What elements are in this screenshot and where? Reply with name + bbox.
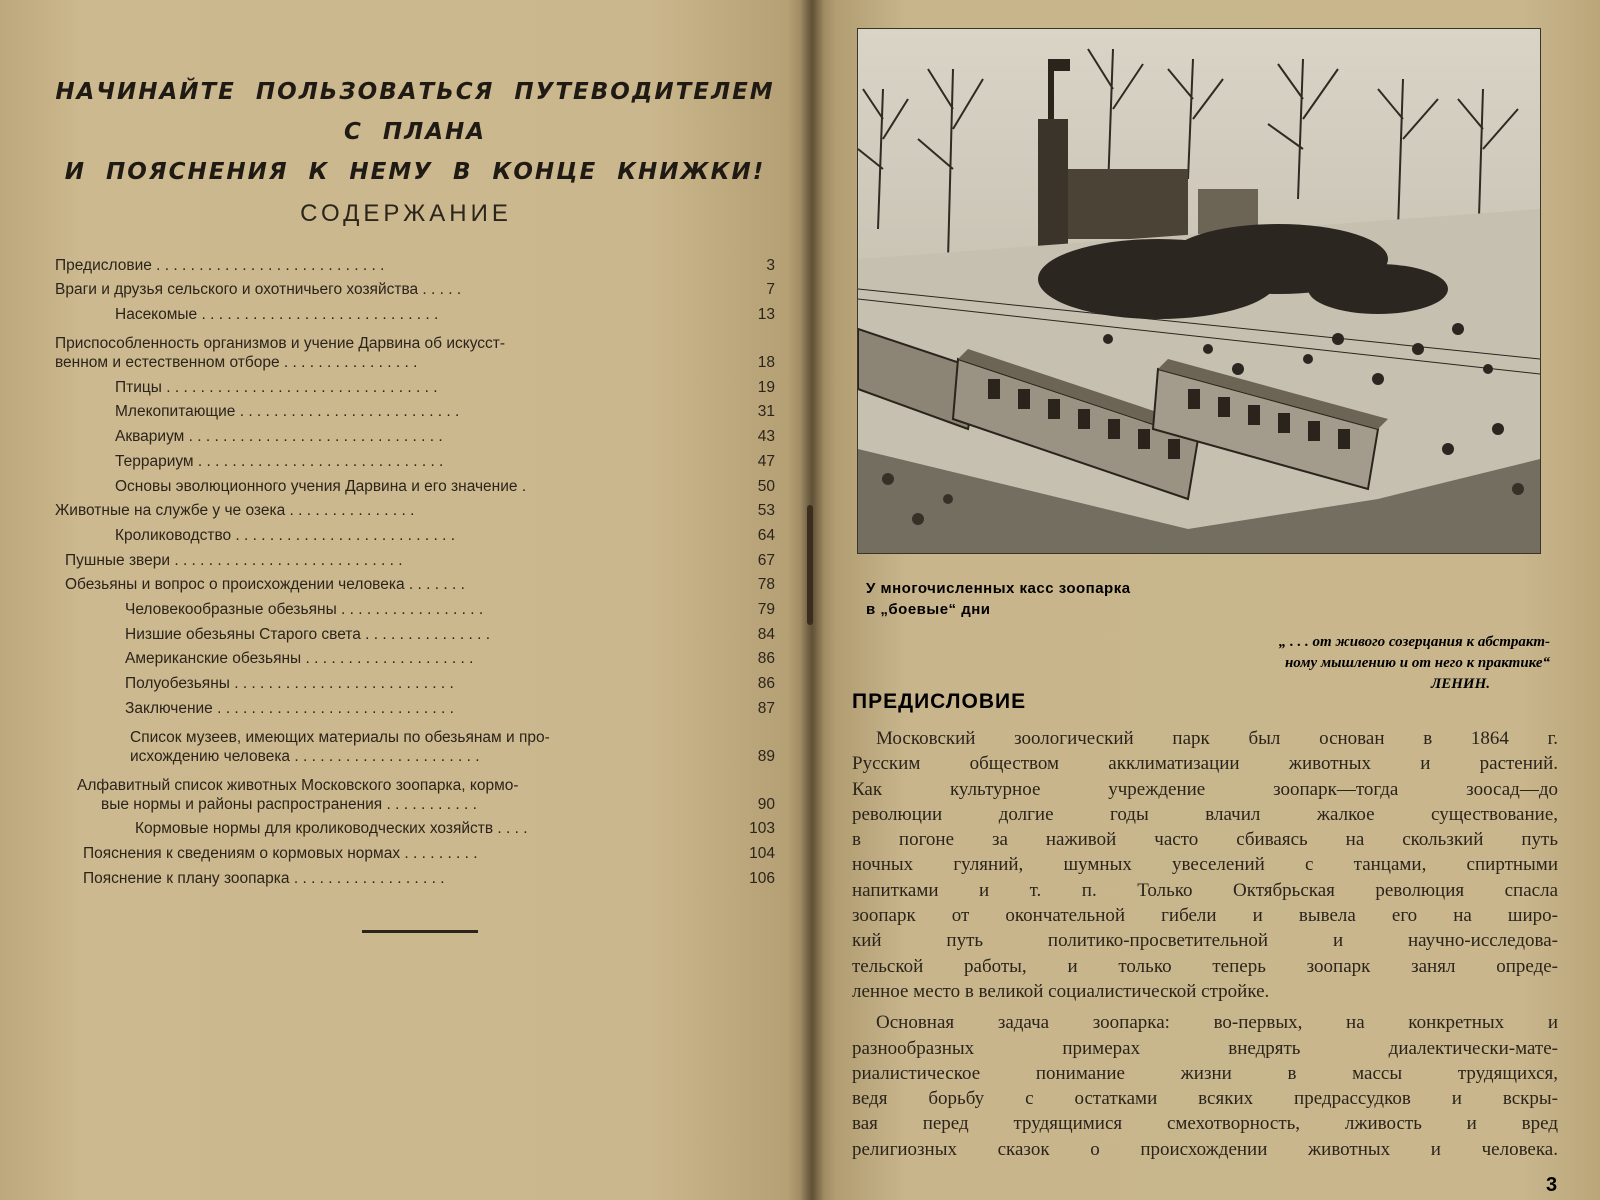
toc-entry[interactable]: Террариум . . . . . . . . . . . . . . . . . . . . . . . . . . . . . 47 — [115, 452, 775, 470]
toc-entry[interactable]: Аквариум . . . . . . . . . . . . . . . . . . . . . . . . . . . . . . 43 — [115, 428, 775, 446]
text-line: религиозных сказок о происхождении животных и человека. — [852, 1138, 1558, 1160]
lenin-epigraph — [1130, 632, 1550, 695]
epigraph-author: ЛЕНИН. — [1430, 676, 1490, 692]
photo-illustration — [858, 29, 1540, 553]
toc-entry[interactable]: Заключение . . . . . . . . . . . . . . . . . . . . . . . . . . . . 87 — [125, 699, 775, 717]
text-line: зоопарк от окончательной гибели и вывела его на широ- — [852, 905, 1558, 927]
text-line: ночных гуляний, шумных увеселений с танцами, спиртными — [852, 854, 1558, 876]
epigraph-line-1: „ . . . от живого созерцания к абстракт- — [1278, 634, 1550, 650]
toc-entry[interactable]: Американские обезьяны . . . . . . . . . . . . . . . . . . . . 86 — [125, 650, 775, 668]
text-line: ленное место в великой социалистической стройке. — [852, 980, 1270, 1002]
section-title: ПРЕДИСЛОВИЕ — [852, 690, 1027, 713]
table-of-contents — [55, 250, 775, 888]
page-number: 3 — [1546, 1174, 1558, 1196]
toc-entry[interactable]: Алфавитный список животных Московского зоопарка, кормо- вые нормы и районы распространения . . . . . . . . . . . 90 — [77, 776, 775, 813]
text-line: тельской работы, и только теперь зоопарк занял опреде- — [852, 955, 1558, 977]
text-line: напитками и т. п. Только Октябрьская революция спасла — [852, 879, 1558, 901]
text-line: Как культурное учреждение зоопарк—тогда зоосад—до — [852, 778, 1558, 800]
toc-entry[interactable]: Основы эволюционного учения Дарвина и его значение . 50 — [115, 477, 775, 495]
text-line: Московский зоологический парк был основан в 1864 г. — [876, 728, 1558, 749]
toc-entry[interactable]: Человекообразные обезьяны . . . . . . . . . . . . . . . . . 79 — [125, 600, 775, 618]
divider-rule — [362, 930, 478, 933]
guide-notice — [50, 72, 780, 192]
binding-thread — [807, 505, 813, 625]
toc-entry[interactable]: Пушные звери . . . . . . . . . . . . . . . . . . . . . . . . . . . 67 — [65, 551, 775, 569]
toc-entry[interactable]: Кролиководство . . . . . . . . . . . . . . . . . . . . . . . . . . 64 — [115, 526, 775, 544]
toc-entry[interactable]: Обезьяны и вопрос о происхождении человека . . . . . . . 78 — [65, 576, 775, 594]
text-line: в погоне за наживой часто сбиваясь на скользкий путь — [852, 829, 1558, 851]
text-line: Основная задача зоопарка: во-первых, на конкретных и — [876, 1012, 1558, 1034]
caption-line-2: в „боевые“ дни — [866, 601, 991, 618]
toc-heading: СОДЕРЖАНИЕ — [300, 200, 512, 227]
text-line: кий путь политико-просветительной и научно-исследова- — [852, 930, 1558, 952]
flag — [1054, 59, 1070, 71]
text-line: разнообразных примерах внедрять диалектически-мате- — [852, 1037, 1558, 1059]
toc-entry[interactable]: Насекомые . . . . . . . . . . . . . . . . . . . . . . . . . . . . 13 — [115, 306, 775, 324]
notice-line-1: НАЧИНАЙТЕ ПОЛЬЗОВАТЬСЯ ПУТЕВОДИТЕЛЕМ С ПЛАНА — [55, 79, 775, 145]
toc-entry[interactable]: Млекопитающие . . . . . . . . . . . . . . . . . . . . . . . . . . 31 — [115, 403, 775, 421]
text-line: революции долгие годы влачил жалкое существование, — [852, 803, 1558, 825]
ticket-pavilion — [1068, 169, 1188, 239]
toc-entry[interactable]: Низшие обезьяны Старого света . . . . . . . . . . . . . . . 84 — [125, 625, 775, 643]
text-line: риалистическое понимание жизни в массы трудящихся, — [852, 1062, 1558, 1084]
preface-text — [852, 726, 1558, 1162]
toc-entry[interactable]: Враги и друзья сельского и охотничьего хозяйства . . . . . 7 — [55, 281, 775, 299]
text-line: Русским обществом акклиматизации животных и растений. — [852, 753, 1558, 775]
toc-entry[interactable]: Птицы . . . . . . . . . . . . . . . . . . . . . . . . . . . . . . . . 19 — [115, 378, 775, 396]
toc-entry[interactable]: Список музеев, имеющих материалы по обезьянам и про- исхождению человека . . . . . . . . . . . . . . . . . . . . . . 89 — [130, 728, 775, 765]
text-line: ведя борьбу с остатками всяких предрассудков и вскры- — [852, 1088, 1558, 1110]
toc-entry[interactable]: Пояснения к сведениям о кормовых нормах . . . . . . . . . 104 — [83, 845, 775, 863]
toc-entry[interactable]: Предисловие . . . . . . . . . . . . . . . . . . . . . . . . . . . 3 — [55, 256, 775, 274]
gate-tower — [1038, 119, 1068, 259]
toc-entry[interactable]: Пояснение к плану зоопарка . . . . . . . . . . . . . . . . . . 106 — [83, 869, 775, 887]
photo-caption — [866, 578, 1426, 620]
epigraph-line-2: ному мышлению и от него к практике“ — [1284, 655, 1550, 671]
flag-pole — [1048, 59, 1054, 119]
toc-entry[interactable]: Кормовые нормы для кролиководческих хозяйств . . . . 103 — [135, 820, 775, 838]
toc-entry[interactable]: Приспособленность организмов и учение Дарвина об искусст- венном и естественном отборе . . . . . . . . . . . . . . . . 18 — [55, 335, 775, 372]
notice-line-2: И ПОЯСНЕНИЯ К НЕМУ В КОНЦЕ КНИЖКИ! — [64, 159, 766, 185]
toc-entry[interactable]: Полуобезьяны . . . . . . . . . . . . . . . . . . . . . . . . . . 86 — [125, 675, 775, 692]
caption-line-1: У многочисленных касс зоопарка — [866, 580, 1131, 597]
toc-entry[interactable]: Животные на службе у че озека . . . . . . . . . . . . . . . 53 — [55, 502, 775, 520]
text-line: вая перед трудящимися смехотворность, лживость и вред — [852, 1113, 1558, 1135]
tram-crowd-photo — [857, 28, 1541, 554]
